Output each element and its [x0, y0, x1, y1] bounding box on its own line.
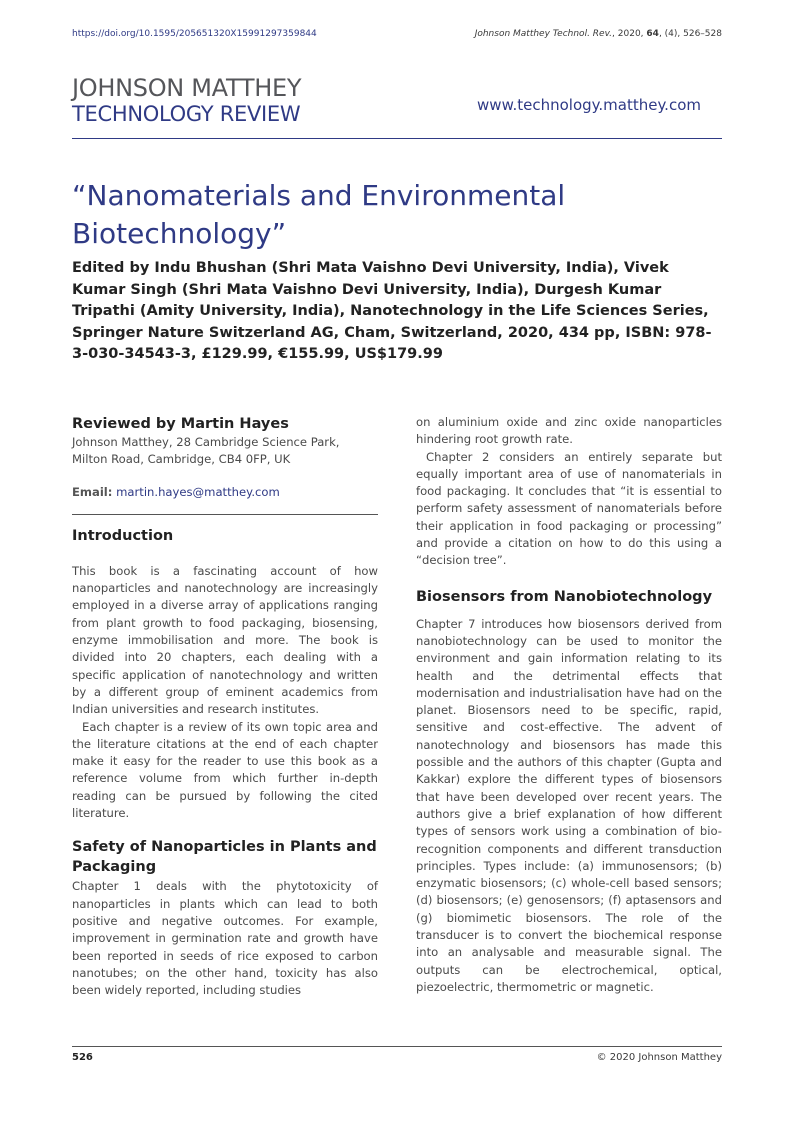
reviewer-address-line2: Milton Road, Cambridge, CB4 0FP, UK — [72, 452, 291, 467]
biosensors-body — [416, 616, 722, 997]
email-link[interactable]: martin.hayes@matthey.com — [116, 484, 280, 499]
safety-heading: Safety of Nanoparticles in Plants and Packaging — [72, 839, 377, 876]
right-column — [416, 414, 722, 996]
email-label: Email: — [72, 484, 113, 499]
citation-volume: 64 — [646, 29, 659, 39]
footer-divider — [72, 1046, 722, 1047]
journal-citation — [475, 29, 722, 39]
safety-body-continued — [416, 414, 722, 570]
reviewer-name: Reviewed by Martin Hayes — [72, 416, 289, 432]
safety-body — [72, 878, 378, 999]
biosensors-heading: Biosensors from Nanobiotechnology — [416, 588, 713, 605]
citation-year: , 2020, — [612, 29, 647, 39]
copyright-notice: © 2020 Johnson Matthey — [596, 1052, 722, 1063]
header-divider — [72, 138, 722, 139]
reviewer-email — [72, 484, 378, 501]
citation-pages: , (4), 526–528 — [658, 29, 722, 39]
reviewer-divider — [72, 514, 378, 515]
doi-link[interactable]: https://doi.org/10.1595/205651320X15991297359844 — [72, 29, 317, 39]
safety-paragraph-2: Chapter 2 considers an entirely separate but equally important area of use of nanomaterials in food packaging. It concludes that “it is essential to perform safety assessment of nanomaterials before their application in food packaging or processing” and provide a citation on how to do this using a “decision tree”. — [416, 449, 722, 568]
introduction-body — [72, 563, 378, 822]
article-title: “Nanomaterials and Environmental Biotechnology” — [72, 179, 566, 250]
safety-paragraph-1-continued: on aluminium oxide and zinc oxide nanoparticles hindering root growth rate. — [416, 415, 722, 447]
journal-logo-line2: TECHNOLOGY REVIEW — [72, 102, 301, 126]
introduction-paragraph-2: Each chapter is a review of its own topic area and the literature citations at the end of each chapter make it easy for the reader to use this book as a reference volume from which further in-depth reading can be pursued by following the cited literature. — [72, 719, 378, 821]
page-number: 526 — [72, 1052, 93, 1063]
introduction-heading: Introduction — [72, 527, 174, 544]
reviewer-address-line1: Johnson Matthey, 28 Cambridge Science Park, — [72, 435, 340, 449]
left-column — [72, 414, 378, 999]
website-link[interactable]: www.technology.matthey.com — [477, 96, 701, 114]
journal-logo-line1: JOHNSON MATTHEY — [72, 74, 302, 102]
citation-journal: Johnson Matthey Technol. Rev. — [474, 29, 613, 39]
biosensors-paragraph-1: Chapter 7 introduces how biosensors derived from nanobiotechnology can be used to monitor the environment and gain information relating to its health and the detrimental effects that modernisation and industrialisation have had on the planet. Biosensors need to be specific, rapid, sensitive and cost-effective. The advent of nanotechnology and biosensors has made this possible and the authors of this chapter (Gupta and Kakkar) explore the different types of biosensors that have been developed over recent years. The authors give a brief explanation of how different types of sensors work using a combination of bio-recognition components and different transduction principles. Types include: (a) immunosensors; (b) enzymatic biosensors; (c) whole-cell based sensors; (d) biosensors; (e) genosensors; (f) aptasensors and (g) biomimetic biosensors. The role of the transducer is to convert the biochemical response into an analysable and measurable signal. The outputs can be electrochemical, optical, piezoelectric, thermometric or magnetic. — [416, 616, 722, 994]
safety-paragraph-1: Chapter 1 deals with the phytotoxicity of nanoparticles in plants which can lead to both positive and negative outcomes. For example, improvement in germination rate and growth have been reported in seeds of rice exposed to carbon nanotubes; on the other hand, toxicity has also been widely reported, including studies — [72, 879, 378, 998]
book-details: Edited by Indu Bhushan (Shri Mata Vaishno Devi University, India), Vivek Kumar Singh (Shri Mata Vaishno Devi University, India), Durgesh Kumar Tripathi (Amity University, India), Nanotechnology in the Life Sciences Series, Springer Nature Switzerland AG, Cham, Switzerland, 2020, 434 pp, ISBN: 978-3-030-34543-3, £129.99, €155.99, US$179.99 — [72, 260, 712, 362]
introduction-paragraph-1: This book is a fascinating account of how nanoparticles and nanotechnology are increasingly employed in a diverse array of applications ranging from plant growth to food packaging, biosensing, enzyme immobilisation and more. The book is divided into 20 chapters, each dealing with a specific application of nanotechnology and written by a different group of eminent academics from Indian universities and research institutes. — [72, 563, 378, 717]
